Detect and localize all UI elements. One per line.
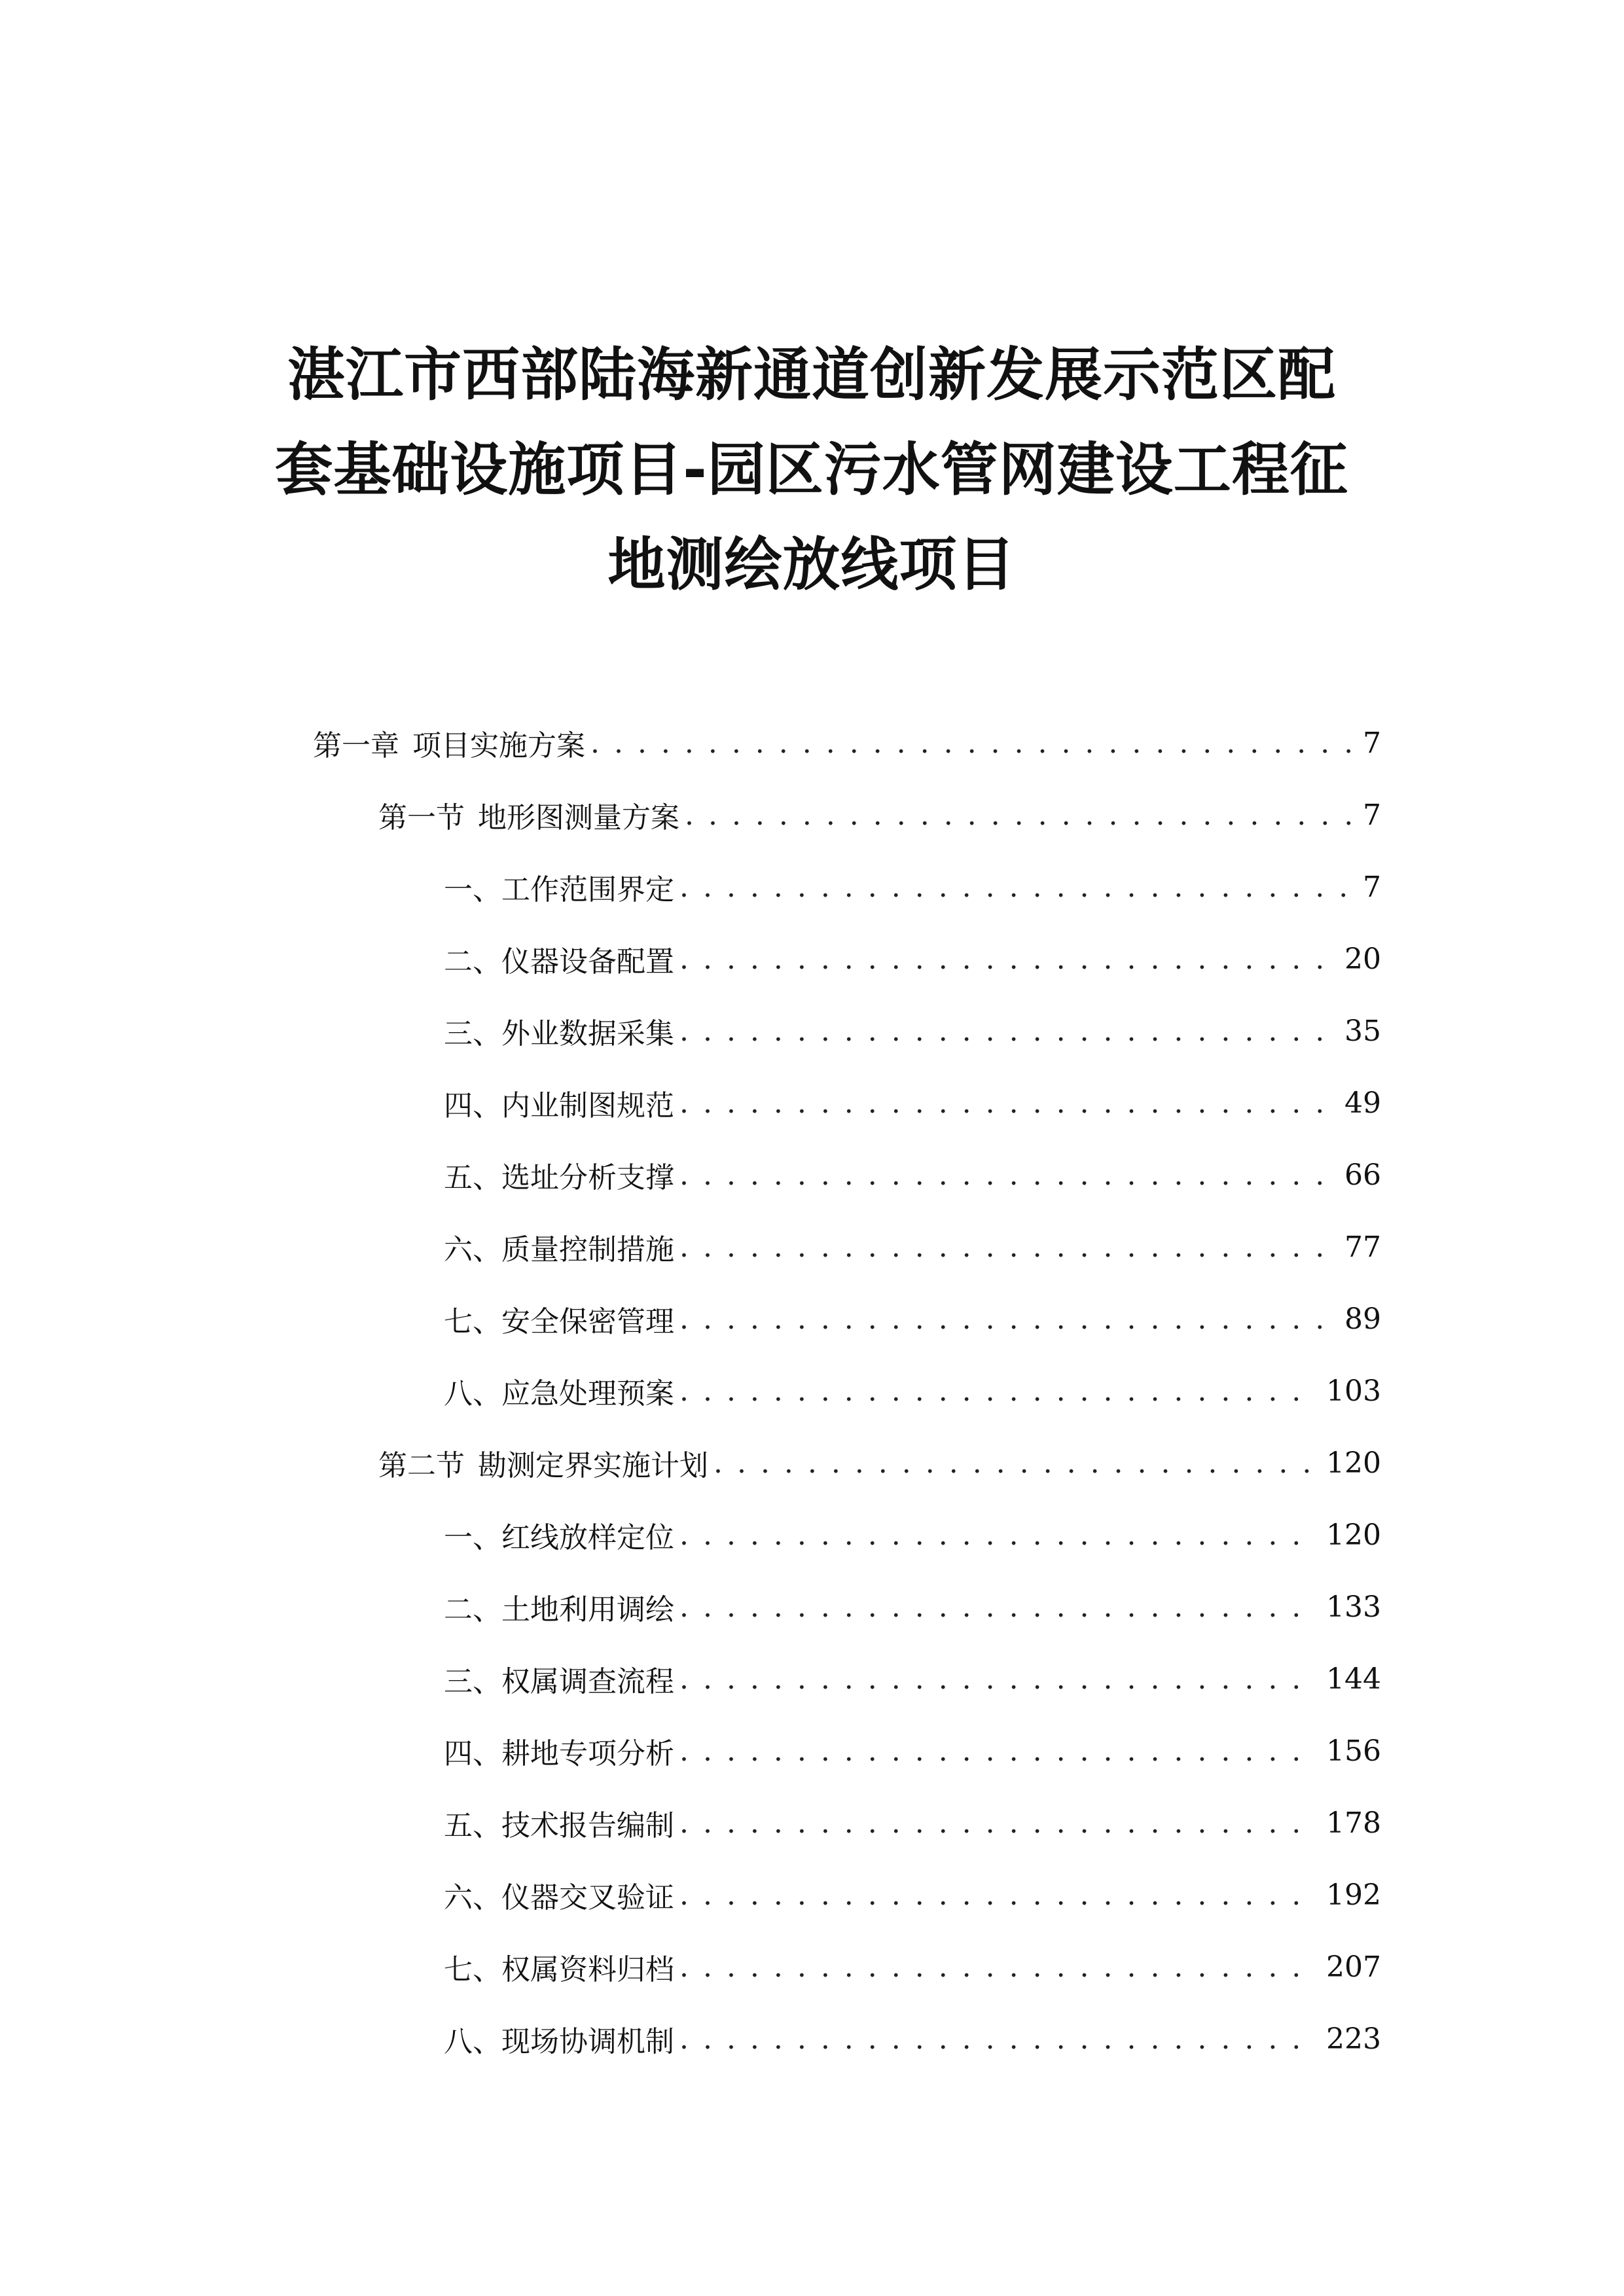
toc-entry-label: 技术报告编制 <box>501 1809 674 1842</box>
toc-entry-number: 四、 <box>444 1089 501 1122</box>
toc-entry-item[interactable] <box>444 1149 1381 1201</box>
toc-entry-item[interactable] <box>444 1725 1381 1777</box>
toc-leader-dots <box>674 870 1351 904</box>
toc-entry-page: 156 <box>1326 1734 1381 1768</box>
toc-leader-dots <box>708 1446 1314 1480</box>
toc-entry-label: 红线放样定位 <box>501 1521 674 1554</box>
toc-entry-label: 应急处理预案 <box>501 1377 674 1410</box>
toc-entry-label: 权属调查流程 <box>501 1665 674 1698</box>
toc-leader-dots <box>674 1590 1314 1624</box>
toc-entry-item[interactable] <box>444 861 1381 913</box>
toc-entry-label: 外业数据采集 <box>501 1017 674 1050</box>
toc-entry-page: 103 <box>1326 1374 1381 1408</box>
toc-leader-dots <box>674 942 1333 976</box>
toc-entry-page: 7 <box>1363 870 1381 904</box>
toc-entry-item[interactable] <box>444 1365 1381 1417</box>
toc-entry-number: 八、 <box>444 2025 501 2058</box>
toc-entry-label: 现场协调机制 <box>501 2025 674 2058</box>
toc-entry-label: 项目实施方案 <box>412 729 585 762</box>
toc-entry-item[interactable] <box>444 1077 1381 1129</box>
toc-entry-number: 二、 <box>444 1593 501 1626</box>
toc-entry-number: 一、 <box>444 873 501 906</box>
toc-entry-page: 178 <box>1326 1806 1381 1840</box>
toc-entry-number: 七、 <box>444 1305 501 1338</box>
title-line-2: 套基础设施项目-园区污水管网建设工程征 <box>275 436 1348 503</box>
toc-entry-item[interactable] <box>444 1581 1381 1633</box>
toc-entry-section-1[interactable] <box>378 789 1381 841</box>
toc-entry-number: 第一节 <box>378 801 465 834</box>
toc-entry-number: 三、 <box>444 1665 501 1698</box>
toc-leader-dots <box>674 2022 1314 2056</box>
toc-entry-number: 六、 <box>444 1233 501 1266</box>
toc-entry-item[interactable] <box>444 933 1381 985</box>
toc-leader-dots <box>674 1734 1314 1768</box>
toc-entry-item[interactable] <box>444 1005 1381 1057</box>
toc-entry-page: 192 <box>1326 1878 1381 1912</box>
toc-entry-number: 五、 <box>444 1161 501 1194</box>
toc-entry-page: 120 <box>1326 1518 1381 1552</box>
toc-entry-label: 勘测定界实施计划 <box>478 1449 708 1482</box>
toc-entry-page: 35 <box>1344 1014 1381 1048</box>
toc-entry-page: 133 <box>1326 1590 1381 1624</box>
toc-entry-number: 五、 <box>444 1809 501 1842</box>
toc-entry-label: 仪器交叉验证 <box>501 1881 674 1914</box>
toc-entry-label: 安全保密管理 <box>501 1305 674 1338</box>
toc-leader-dots <box>679 798 1351 832</box>
toc-leader-dots <box>674 1518 1314 1552</box>
toc-entry-number: 六、 <box>444 1881 501 1914</box>
toc-entry-page: 7 <box>1363 726 1381 760</box>
toc-entry-page: 120 <box>1326 1446 1381 1480</box>
toc-entry-section-2[interactable] <box>378 1437 1381 1489</box>
toc-entry-page: 89 <box>1344 1302 1381 1336</box>
toc-entry-page: 77 <box>1344 1230 1381 1264</box>
toc-entry-number: 三、 <box>444 1017 501 1050</box>
toc-leader-dots <box>674 1302 1333 1336</box>
toc-entry-label: 土地利用调绘 <box>501 1593 674 1626</box>
toc-entry-item[interactable] <box>444 1653 1381 1705</box>
toc-entry-item[interactable] <box>444 1941 1381 1993</box>
toc-entry-number: 二、 <box>444 945 501 978</box>
toc-entry-label: 仪器设备配置 <box>501 945 674 978</box>
toc-entry-label: 工作范围界定 <box>501 873 674 906</box>
toc-entry-page: 7 <box>1363 798 1381 832</box>
toc-leader-dots <box>674 1158 1333 1192</box>
toc-entry-page: 223 <box>1326 2022 1381 2056</box>
toc-entry-item[interactable] <box>444 1293 1381 1345</box>
toc-leader-dots <box>674 1230 1333 1264</box>
toc-entry-number: 第二节 <box>378 1449 465 1482</box>
toc-entry-chapter-1[interactable] <box>313 717 1381 769</box>
toc-entry-number: 八、 <box>444 1377 501 1410</box>
toc-entry-item[interactable] <box>444 1797 1381 1849</box>
toc-entry-number: 第一章 <box>313 729 399 762</box>
toc-leader-dots <box>674 1806 1314 1840</box>
toc-entry-item[interactable] <box>444 1509 1381 1561</box>
toc-entry-number: 四、 <box>444 1737 501 1770</box>
toc-leader-dots <box>674 1374 1314 1408</box>
title-line-1: 湛江市西部陆海新通道创新发展示范区配 <box>287 341 1336 408</box>
toc-entry-label: 内业制图规范 <box>501 1089 674 1122</box>
toc-leader-dots <box>674 1086 1333 1120</box>
toc-leader-dots <box>674 1950 1314 1984</box>
title-line-3: 地测绘放线项目 <box>607 531 1016 598</box>
toc-entry-item[interactable] <box>444 1869 1381 1921</box>
toc-entry-page: 20 <box>1344 942 1381 976</box>
toc-entry-page: 144 <box>1326 1662 1381 1696</box>
toc-leader-dots <box>585 726 1351 760</box>
toc-entry-item[interactable] <box>444 2013 1381 2065</box>
toc-entry-label: 耕地专项分析 <box>501 1737 674 1770</box>
toc-leader-dots <box>674 1662 1314 1696</box>
toc-entry-number: 七、 <box>444 1953 501 1986</box>
toc-entry-label: 选址分析支撑 <box>501 1161 674 1194</box>
toc-entry-page: 66 <box>1344 1158 1381 1192</box>
toc-entry-item[interactable] <box>444 1221 1381 1273</box>
toc-entry-label: 权属资料归档 <box>501 1953 674 1986</box>
toc-entry-page: 207 <box>1326 1950 1381 1984</box>
toc-entry-number: 一、 <box>444 1521 501 1554</box>
toc-leader-dots <box>674 1014 1333 1048</box>
toc-entry-label: 质量控制措施 <box>501 1233 674 1266</box>
document-title <box>196 327 1427 612</box>
toc-entry-page: 49 <box>1344 1086 1381 1120</box>
toc-entry-label: 地形图测量方案 <box>478 801 679 834</box>
toc-leader-dots <box>674 1878 1314 1912</box>
